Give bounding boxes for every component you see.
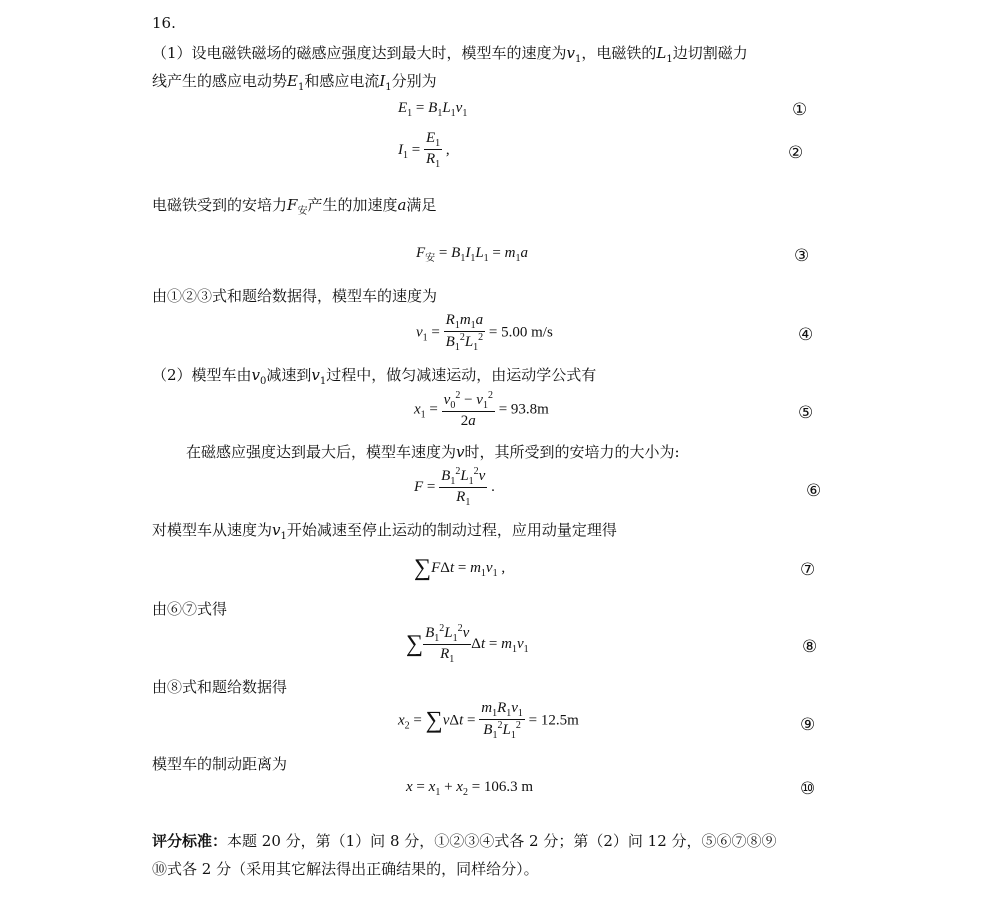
part2-intro: （2）模型车由$v_0$减速到$v_1$过程中，做匀减速运动，由运动学公式有 — [152, 366, 597, 387]
equation-9: $x_2 = \sum v\Delta t$ = $\frac{m_1R_1v_1}{B_1^2L_1^2}$ = 12.5m — [398, 700, 579, 741]
part1-intro-line1: （1）设电磁铁磁场的磁感应强度达到最大时，模型车的速度为$v_1$，电磁铁的$L_1$边切割磁力 — [152, 44, 748, 65]
equation-5: $x_1$ = $\frac{v_0^2 - v_1^2}{2a}$ = 93.8m — [414, 390, 549, 429]
equation-10: $x = x_1 + x_2 = 106.3$ m — [406, 779, 534, 798]
equation-8: ∑ $\frac{B_1^2L_1^2v}{R_1}$ $\Delta t = m_1v_1$ — [406, 623, 529, 665]
circled-number-10: ⑩ — [800, 779, 816, 799]
circled-number-9: ⑨ — [800, 715, 816, 735]
circled-number-8: ⑧ — [802, 637, 818, 657]
equation-1: $E_1 = B_1L_1v_1$ — [398, 100, 468, 119]
force-intro: 电磁铁受到的安培力$F_安$产生的加速度a满足 — [152, 196, 437, 217]
from67-line: 由⑥⑦式得 — [152, 600, 228, 618]
equation-3: $F_安 = B_1I_1L_1 = m_1a$ — [416, 245, 528, 264]
circled-number-3: ③ — [794, 246, 810, 266]
circled-number-6: ⑥ — [806, 481, 822, 501]
part1-intro-line2: 线产生的感应电动势$E_1$和感应电流$I_1$分别为 — [152, 72, 437, 93]
grading-label: 评分标准： — [152, 832, 228, 850]
circled-number-1: ① — [792, 100, 808, 120]
circled-number-2: ② — [788, 143, 804, 163]
equation-2: $I_1$ = $\frac{E_1}{R_1}$ , — [398, 130, 450, 170]
grading-line2: ⑩式各 2 分（采用其它解法得出正确结果的，同样给分）。 — [152, 860, 539, 878]
equation-4: $v_1$ = $\frac{R_1m_1a}{B_1^2L_1^2}$ = 5.00 m/s — [416, 312, 553, 353]
distance-line: 模型车的制动距离为 — [152, 755, 288, 773]
circled-number-7: ⑦ — [800, 560, 816, 580]
circled-number-5: ⑤ — [798, 403, 814, 423]
combine-line: 由①②③式和题给数据得，模型车的速度为 — [152, 287, 438, 305]
after-max-line: 在磁感应强度达到最大后，模型车速度为v时，其所受到的安培力的大小为: — [186, 443, 680, 461]
circled-number-4: ④ — [798, 325, 814, 345]
grading-line1: 评分标准：本题 20 分，第（1）问 8 分，①②③④式各 2 分；第（2）问 12 分，⑤⑥⑦⑧⑨ — [152, 832, 777, 850]
problem-number: 16. — [152, 14, 176, 32]
equation-7: $\sum F\Delta t = m_1v_1$ , — [414, 555, 506, 581]
equation-6: F = $\frac{B_1^2L_1^2v}{R_1}$ . — [414, 466, 495, 508]
brake-line: 对模型车从速度为$v_1$开始减速至停止运动的制动过程，应用动量定理得 — [152, 521, 617, 542]
from8-line: 由⑧式和题给数据得 — [152, 678, 288, 696]
